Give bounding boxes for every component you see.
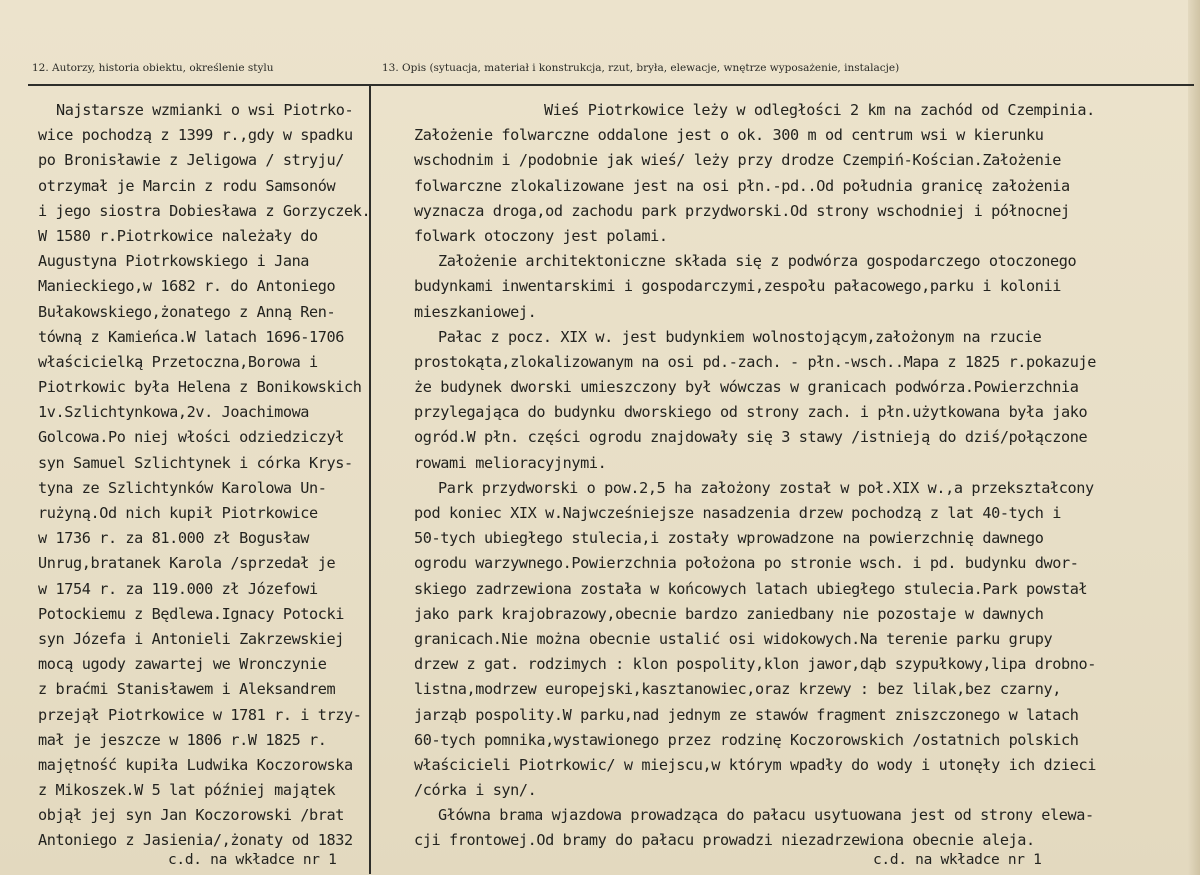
text-line: Augustyna Piotrkowskiego i Jana: [38, 252, 310, 271]
header-rule: [28, 84, 1194, 86]
text-line: ogrodu warzywnego.Powierzchnia położona po stronie wsch. i pd. budynku dwor-: [414, 554, 1079, 573]
text-line: Potockiemu z Będlewa.Ignacy Potocki: [38, 604, 345, 623]
text-line: granicach.Nie można obecnie ustalić osi widokowych.Na terenie parku grupy: [414, 629, 1053, 648]
text-line: /córka i syn/.: [414, 781, 537, 800]
text-line: Pałac z pocz. XIX w. jest budynkiem wolnostojącym,założonym na rzucie: [438, 327, 1042, 346]
text-line: pod koniec XIX w.Najwcześniejsze nasadzenia drzew pochodzą z lat 40-tych i: [414, 504, 1062, 522]
text-line: mocą ugody zawartej we Wronczynie: [38, 655, 327, 674]
description-column: [414, 98, 1194, 854]
text-line: Golcowa.Po niej włości odziedziczył: [38, 428, 345, 447]
text-line: przylegająca do budynku dworskiego od strony zach. i płn.użytkowana była jako: [414, 403, 1088, 422]
text-line: cji frontowej.Od bramy do pałacu prowadzi niezadrzewiona obecnie aleja.: [414, 831, 1035, 850]
text-line: mał je jeszcze w 1806 r.W 1825 r.: [38, 730, 327, 749]
text-line: mieszkaniowej.: [414, 302, 537, 321]
text-line: otrzymał je Marcin z rodu Samsonów: [38, 176, 336, 195]
text-line: budynkami inwentarskimi i gospodarczymi,zespołu pałacowego,parku i kolonii: [414, 277, 1062, 296]
text-line: Założenie folwarczne oddalone jest o ok. 300 m od centrum wsi w kierunku: [414, 126, 1044, 145]
text-line: folwark otoczony jest polami.: [414, 226, 668, 245]
text-line: Bułakowskiego,żonatego z Anną Ren-: [38, 302, 336, 321]
text-line: Unrug,bratanek Karola /sprzedał je: [38, 554, 336, 573]
text-line: folwarczne zlokalizowane jest na osi płn.-pd..Od południa granicę założenia: [414, 176, 1070, 195]
text-line: wschodnim i /podobnie jak wieś/ leży przy drodze Czempiń-Kościan.Założenie: [414, 151, 1062, 170]
text-line: objął jej syn Jan Koczorowski /brat: [38, 806, 345, 825]
history-column: [38, 98, 398, 854]
text-line: w 1754 r. za 119.000 zł Józefowi: [38, 579, 318, 598]
text-line: drzew z gat. rodzimych : klon pospolity,klon jawor,dąb szypułkowy,lipa drobno-: [414, 655, 1097, 674]
text-line: Założenie architektoniczne składa się z podwórza gospodarczego otoczonego: [438, 252, 1077, 271]
text-line: Park przydworski o pow.2,5 ha założony został w poł.XIX w.,a przekształcony: [438, 478, 1094, 497]
text-line: jako park krajobrazowy,obecnie bardzo zaniedbany nie pozostaje w dawnych: [414, 604, 1044, 623]
text-line: Manieckiego,w 1682 r. do Antoniego: [38, 277, 336, 296]
text-line: i jego siostra Dobiesława z Gorzyczek.: [38, 201, 371, 220]
text-line: właścicielką Przetoczna,Borowa i: [38, 352, 318, 371]
continuation-note-right: c.d. na wkładce nr 1: [873, 852, 1042, 868]
text-line: skiego zadrzewiona została w końcowych latach ubiegłego stulecia.Park powstał: [414, 579, 1088, 598]
text-line: rowami melioracyjnymi.: [414, 453, 607, 472]
continuation-note-left: c.d. na wkładce nr 1: [168, 852, 337, 868]
text-line: tyna ze Szlichtynków Karolowa Un-: [38, 478, 327, 497]
text-line: ogród.W płn. części ogrodu znajdowały się 3 stawy /istnieją do dziś/połączone: [414, 428, 1088, 447]
text-line: po Bronisławie z Jeligowa / stryju/: [38, 151, 345, 170]
text-line: jarząb pospolity.W parku,nad jednym ze stawów fragment zniszczonego w latach: [414, 705, 1079, 724]
text-line: 50-tych ubiegłego stulecia,i zostały wprowadzone na powierzchnię dawnego: [414, 529, 1044, 548]
text-line: z braćmi Stanisławem i Aleksandrem: [38, 680, 336, 699]
text-line: syn Samuel Szlichtynek i córka Krys-: [38, 453, 353, 472]
text-line: syn Józefa i Antonieli Zakrzewskiej: [38, 629, 345, 648]
text-line: Najstarsze wzmianki o wsi Piotrko-: [56, 101, 354, 119]
text-line: że budynek dworski umieszczony był wówczas w granicach podwórza.Powierzchnia: [414, 378, 1079, 397]
text-line: Antoniego z Jasienia/,żonaty od 1832: [38, 831, 353, 850]
text-line: wice pochodzą z 1399 r.,gdy w spadku: [38, 126, 353, 145]
text-line: rużyną.Od nich kupił Piotrkowice: [38, 504, 318, 522]
text-line: W 1580 r.Piotrkowice należały do: [38, 226, 318, 245]
text-line: Główna brama wjazdowa prowadząca do pałacu usytuowana jest od strony elewa-: [438, 806, 1094, 825]
text-line: właścicieli Piotrkowic/ w miejscu,w którym wpadły do wody i utonęły ich dzieci: [414, 755, 1097, 774]
text-line: przejął Piotrkowice w 1781 r. i trzy-: [38, 705, 362, 724]
text-line: 1v.Szlichtynkowa,2v. Joachimowa: [38, 403, 310, 422]
text-line: Piotrkowic była Helena z Bonikowskich: [38, 378, 362, 397]
section-13-header: 13. Opis (sytuacja, materiał i konstrukcja, rzut, bryła, elewacje, wnętrze wyposażenie, instalacje): [382, 62, 900, 74]
text-line: wyznacza droga,od zachodu park przydworski.Od strony wschodniej i północnej: [414, 201, 1070, 220]
text-line: prostokąta,zlokalizowanym na osi pd.-zach. - płn.-wsch..Mapa z 1825 r.pokazuje: [414, 352, 1097, 371]
text-line: tówną z Kamieńca.W latach 1696-1706: [38, 327, 345, 346]
text-line: majętność kupiła Ludwika Koczorowska: [38, 755, 353, 774]
text-line: listna,modrzew europejski,kasztanowiec,oraz krzewy : bez lilak,bez czarny,: [414, 680, 1062, 699]
section-12-header: 12. Autorzy, historia obiektu, określenie stylu: [32, 62, 274, 74]
text-line: 60-tych pomnika,wystawionego przez rodzinę Koczorowskich /ostatnich polskich: [414, 730, 1079, 749]
text-line: Wieś Piotrkowice leży w odległości 2 km na zachód od Czempinia.: [544, 101, 1095, 119]
text-line: w 1736 r. za 81.000 zł Bogusław: [38, 529, 310, 548]
text-line: z Mikoszek.W 5 lat później majątek: [38, 781, 336, 800]
